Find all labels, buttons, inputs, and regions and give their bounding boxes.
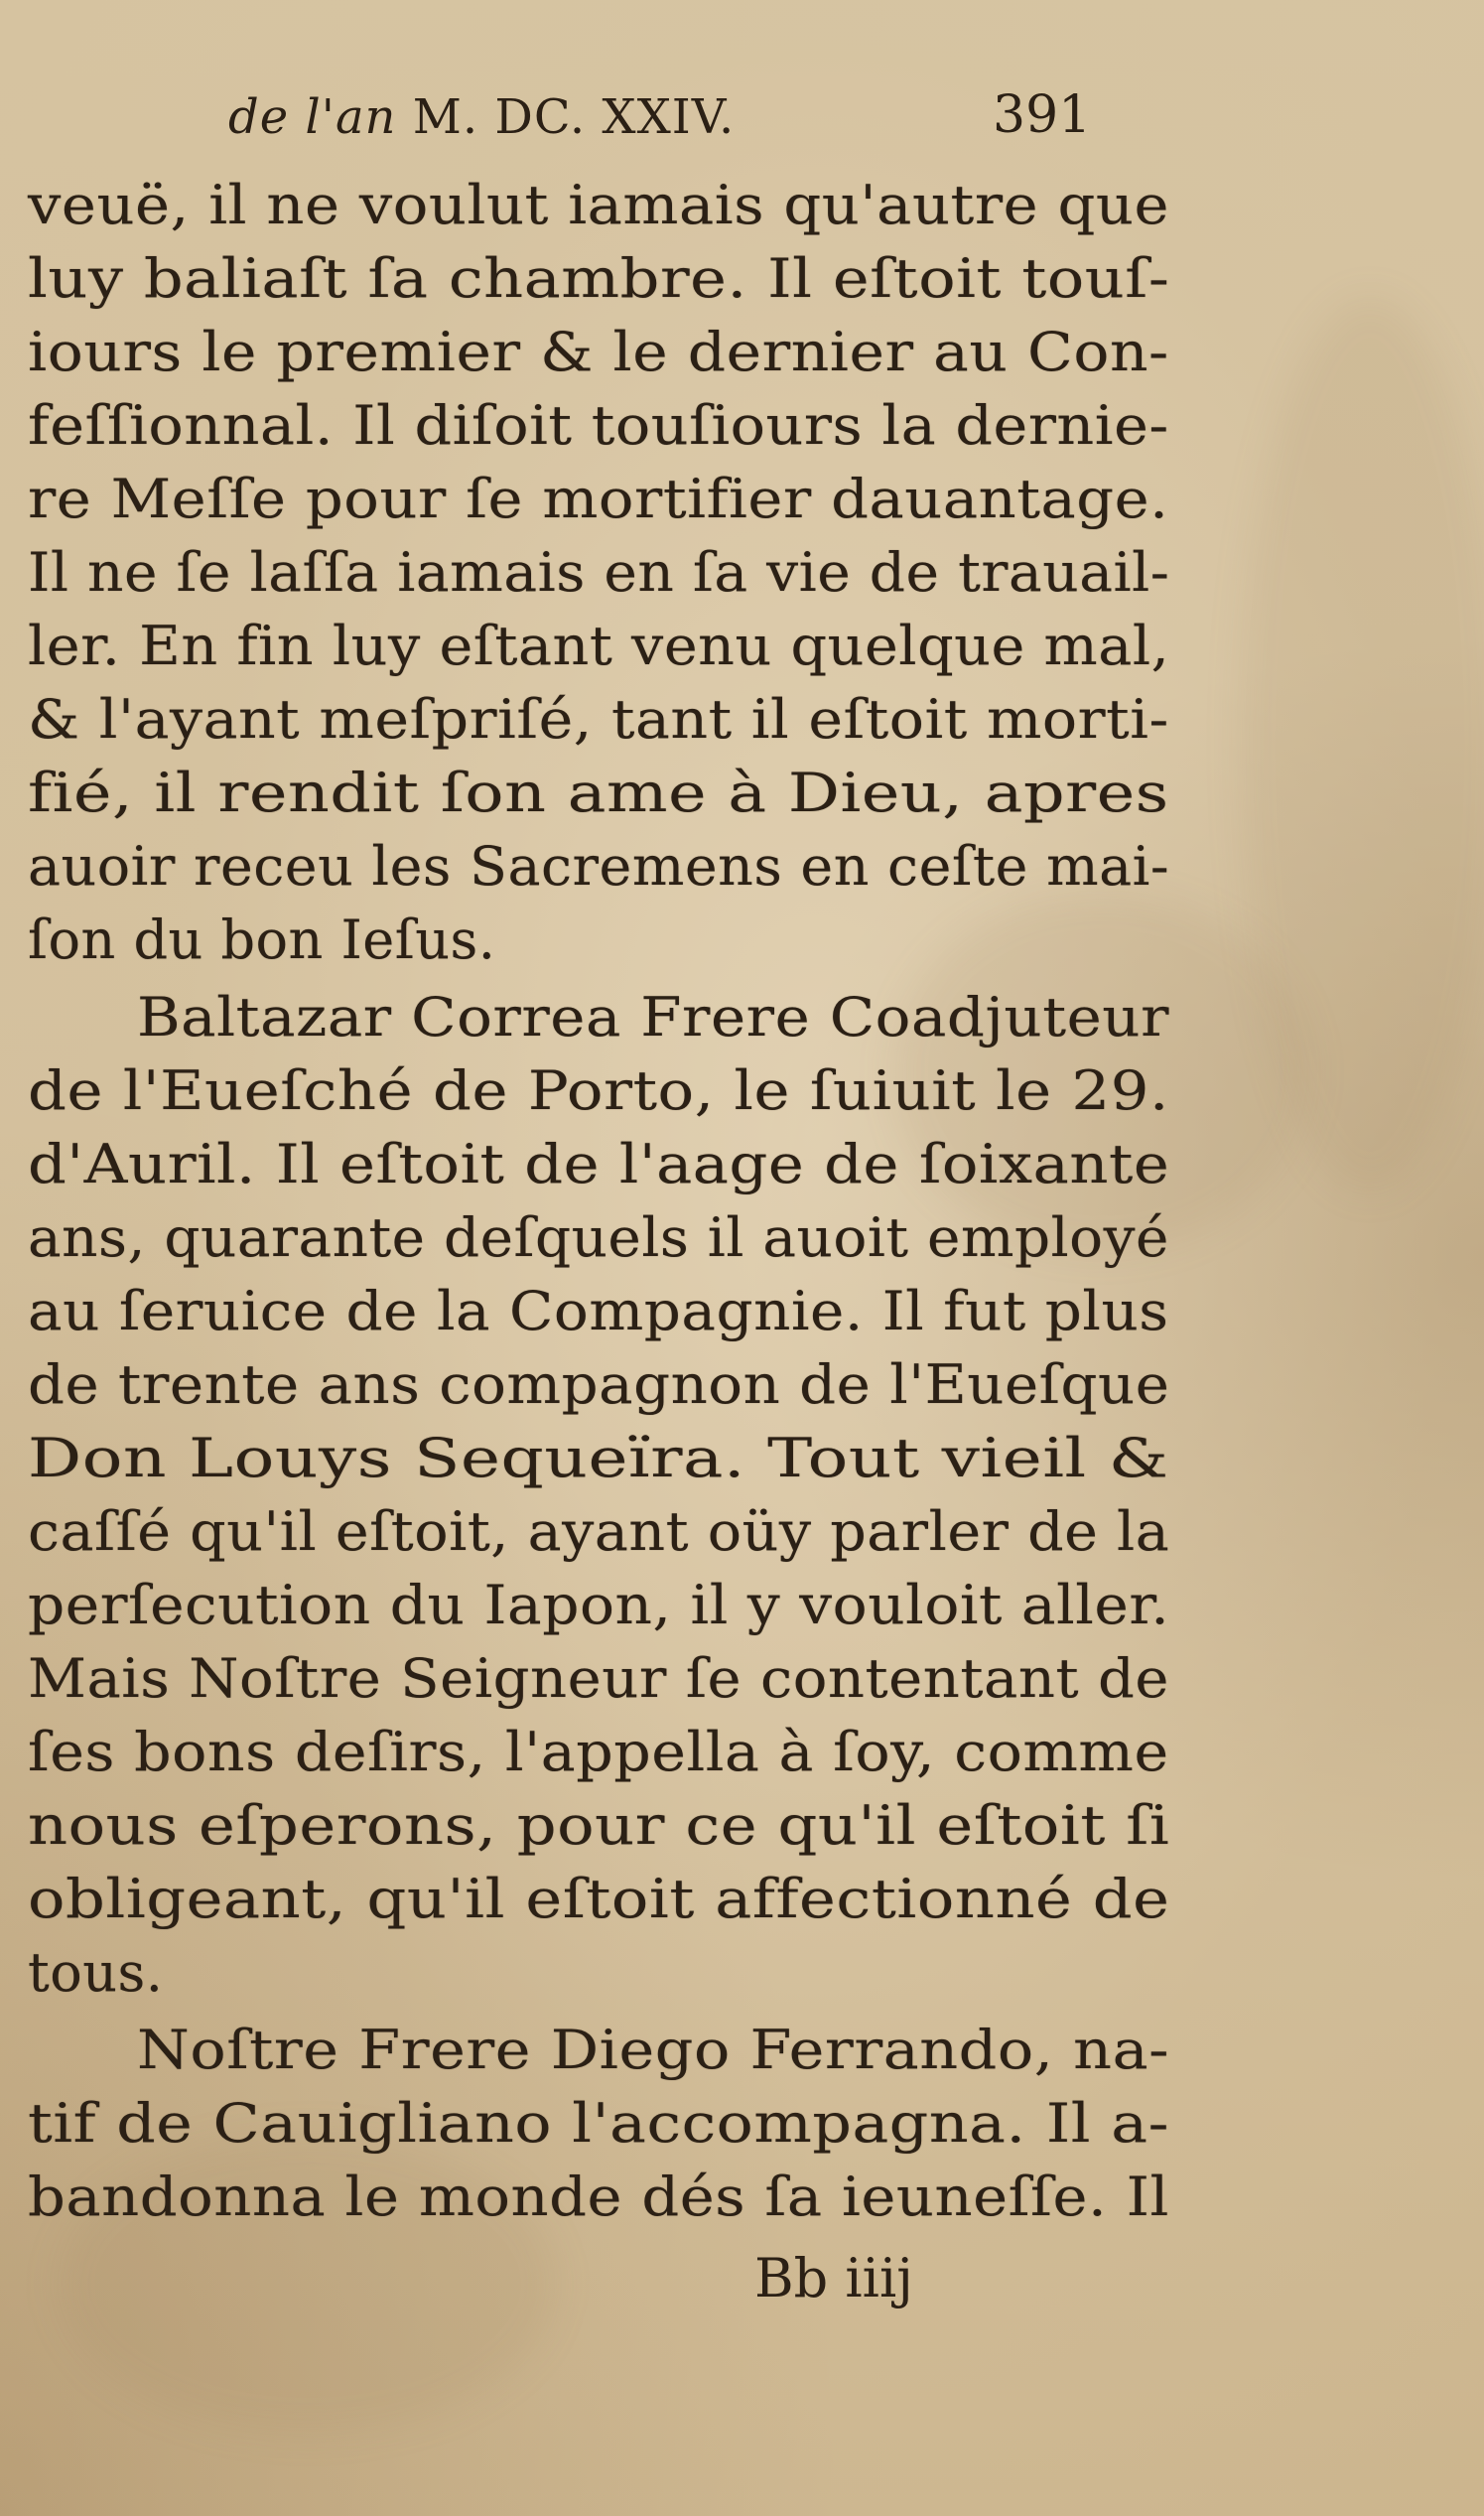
- running-title-roman: M. DC. XXIV.: [396, 89, 736, 145]
- text-line: bandonna le monde dés ſa ieuneſſe. Il: [28, 2166, 1169, 2228]
- text-line: feſſionnal. Il diſoit touſiours la dernie-: [28, 394, 1169, 457]
- text-line: Il ne ſe laſſa iamais en ſa vie de trauail-: [28, 541, 1170, 604]
- text-line: tous.: [28, 1941, 164, 2004]
- paragraph-first-line: Baltazar Correa Frere Coadjuteur: [137, 986, 1170, 1048]
- text-line: d'Auril. Il eſtoit de l'aage de ſoixante: [28, 1133, 1170, 1195]
- text-line: ler. En fin luy eſtant venu quelque mal,: [28, 615, 1170, 677]
- text-line: re Meſſe pour ſe mortifier dauantage.: [28, 468, 1169, 530]
- text-line: au ſeruice de la Compagnie. Il fut plus: [28, 1280, 1169, 1342]
- paragraph-first-line: Noſtre Frere Diego Ferrando, na-: [137, 2019, 1170, 2081]
- text-line: ans, quarante deſquels il auoit employé: [28, 1206, 1169, 1269]
- text-line: tif de Cauigliano l'accompagna. Il a-: [28, 2092, 1169, 2155]
- text-line: iours le premier & le dernier au Con-: [28, 321, 1169, 383]
- page-number: 391: [993, 85, 1092, 145]
- text-line: Don Louys Sequeïra. Tout vieil &: [28, 1427, 1169, 1489]
- text-line: de trente ans compagnon de l'Eueſque: [28, 1353, 1170, 1416]
- text-line: nous eſperons, pour ce qu'il eſtoit ſi: [28, 1794, 1170, 1857]
- text-line: fié, il rendit ſon ame à Dieu, apres: [28, 762, 1169, 824]
- text-line: perſecution du Iapon, il y vouloit aller.: [28, 1574, 1170, 1636]
- running-title: [228, 87, 735, 147]
- text-line: & l'ayant meſpriſé, tant il eſtoit morti-: [28, 688, 1169, 751]
- running-title-italic: de l'an: [228, 89, 397, 145]
- text-line: de l'Eueſché de Porto, le ſuiuit le 29.: [28, 1059, 1169, 1122]
- text-line: auoir receu les Sacremens en ceſte mai-: [28, 835, 1170, 898]
- text-line: ſes bons deſirs, l'appella à ſoy, comme: [28, 1721, 1169, 1783]
- text-line: ſon du bon Ieſus.: [28, 909, 496, 971]
- text-line: caſſé qu'il eſtoit, ayant oüy parler de la: [28, 1500, 1170, 1563]
- text-line: Mais Noſtre Seigneur ſe contentant de: [28, 1647, 1169, 1710]
- text-line: luy baliaſt ſa chambre. Il eſtoit touſ-: [28, 247, 1170, 310]
- text-line: veuë, il ne voulut iamais qu'autre que: [28, 174, 1169, 236]
- signature-mark: Bb iiij: [754, 2247, 913, 2309]
- text-line: obligeant, qu'il eſtoit affectionné de: [28, 1868, 1170, 1930]
